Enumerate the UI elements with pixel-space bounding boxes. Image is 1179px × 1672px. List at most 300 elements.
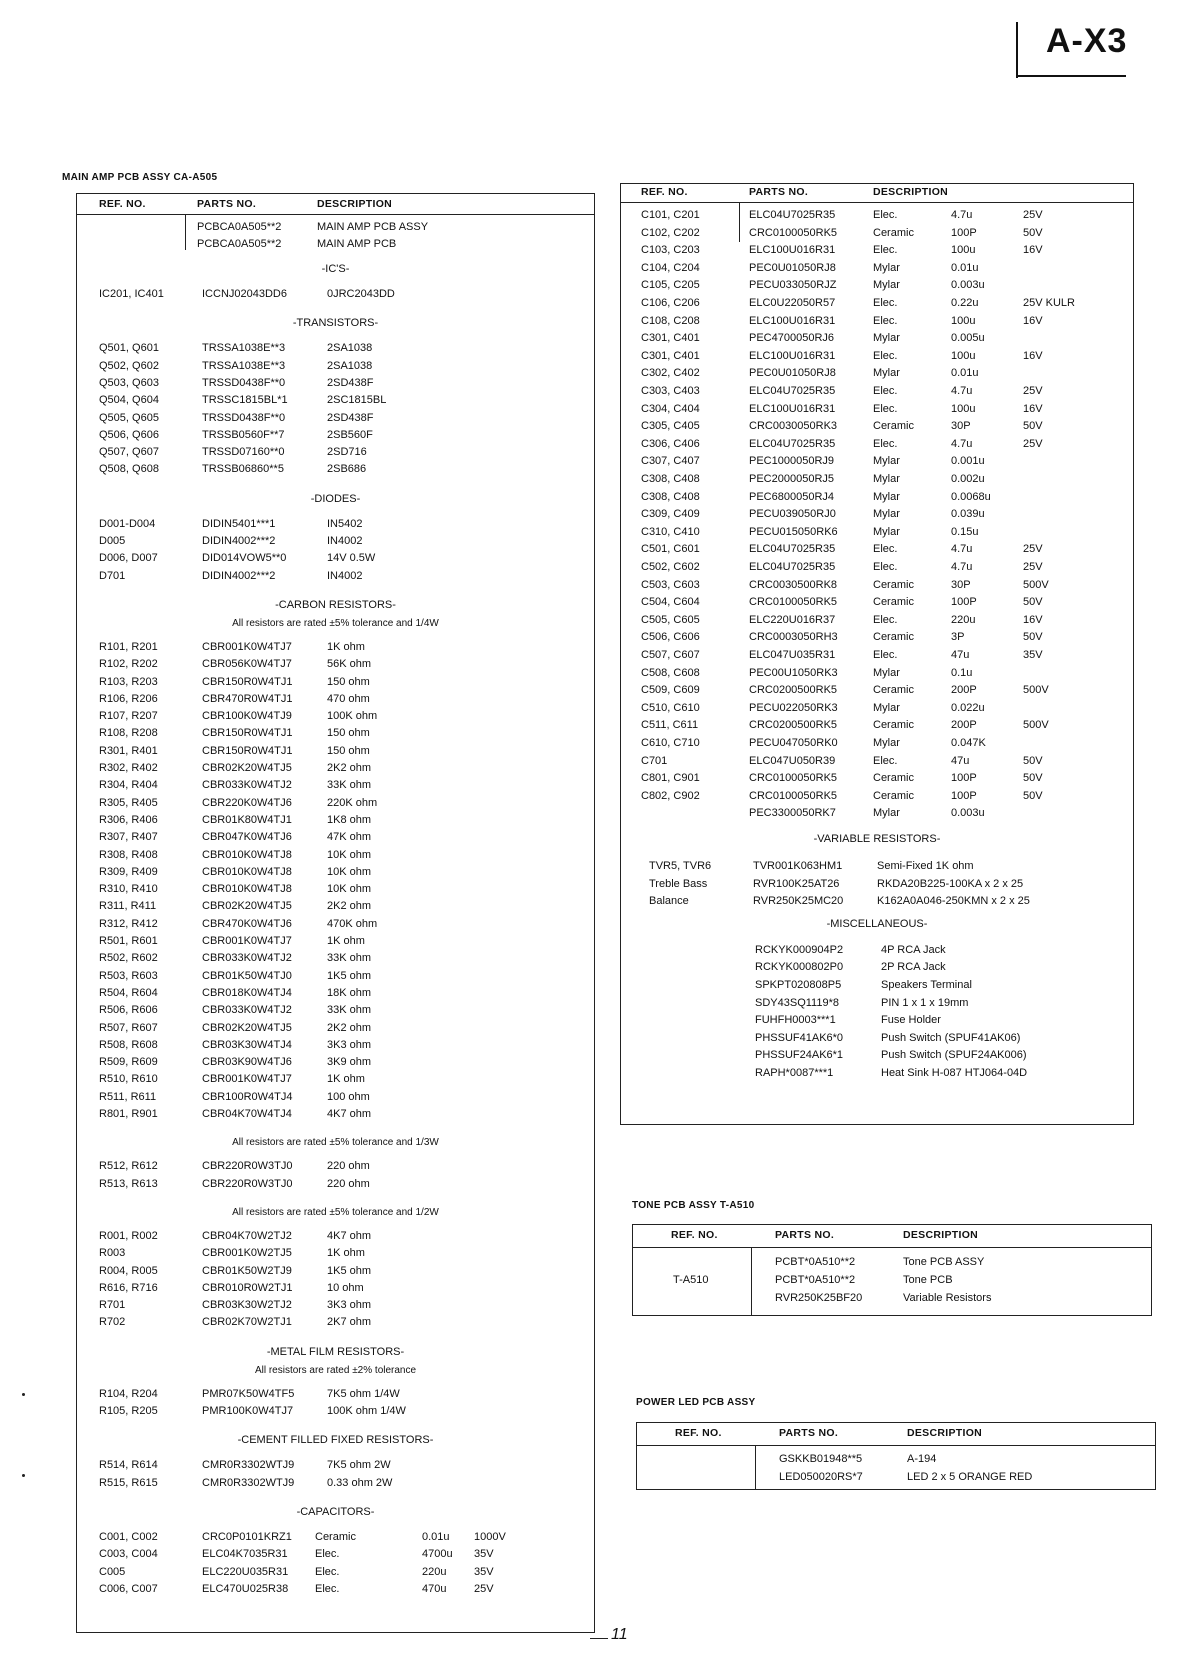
table-row-value: 0.003u (951, 807, 985, 820)
table-row-desc: 1K8 ohm (327, 813, 372, 826)
model-number: A-X3 (1046, 22, 1128, 60)
table-row-ref: R305, R405 (99, 796, 158, 809)
table-row-ref: C502, C602 (641, 561, 700, 573)
table-row-desc: Mylar (873, 261, 900, 274)
group-title: -METAL FILM RESISTORS- (266, 1345, 405, 1358)
table-row-value: 0.01u (951, 261, 979, 274)
table-row-part: CBR220R0W3TJ0 (202, 1160, 293, 1173)
table-row-part: CMR0R3302WTJ9 (202, 1459, 295, 1472)
table-row-part: CRC0100050RK5 (749, 596, 838, 609)
table-row-desc: Ceramic (873, 719, 914, 732)
table-row-part: DIDIN4002***2 (202, 569, 276, 582)
table-row-value: 100u (951, 314, 976, 327)
table-row-part: CBR010K0W4TJ8 (202, 848, 292, 861)
table-row-part: CBR056K0W4TJ7 (202, 658, 292, 671)
table-row-desc: 100K ohm 1/4W (327, 1405, 406, 1417)
table-row-ref: R801, R901 (99, 1108, 158, 1120)
table-row-desc: Ceramic (873, 772, 914, 785)
table-row-ref: C302, C402 (641, 367, 700, 380)
table-row-ref: C301, C401 (641, 332, 700, 345)
table-row-desc: Ceramic (873, 226, 914, 239)
table-row-part: ICCNJ02043DD6 (202, 288, 287, 300)
table-row-part: ELC047U050R39 (749, 754, 836, 767)
table-row-part: PHSSUF24AK6*1 (755, 1049, 844, 1062)
table-row-desc: 2SB686 (327, 463, 367, 476)
main-amp-ref-divider (185, 214, 186, 250)
table-row-part: SDY43SQ1119*8 (755, 996, 839, 1009)
table-row-desc: Tone PCB (903, 1274, 953, 1286)
table-row-part: CBR220K0W4TJ6 (202, 796, 292, 809)
table-row-desc: 7K5 ohm 2W (327, 1459, 391, 1472)
table-row-part: PEC2000050RJ5 (749, 473, 835, 485)
table-row-desc: 2SD438F (327, 411, 374, 424)
table-row-voltage: 500V (1023, 719, 1049, 732)
table-row-ref: C308, C408 (641, 473, 700, 485)
table-row-desc: Elec. (873, 297, 898, 309)
table-row-voltage: 35V (474, 1548, 494, 1561)
table-row-desc: Elec. (315, 1582, 340, 1595)
table-row-value: 0.022u (951, 701, 985, 714)
main_amp-col-header: REF. NO. (99, 198, 146, 210)
table-row-ref: R107, R207 (99, 710, 158, 723)
table-row-voltage: 25V (1023, 385, 1043, 397)
table-row-part: ELC04U7025R35 (749, 543, 836, 556)
table-row-part: CBR018K0W4TJ4 (202, 986, 292, 999)
table-row-desc: 3K3 ohm (327, 1038, 372, 1051)
table-row-ref: C304, C404 (641, 402, 700, 415)
table-row-ref: R503, R603 (99, 969, 158, 982)
table-row-desc: 150 ohm (327, 675, 370, 688)
table-row-ref: R307, R407 (99, 831, 158, 844)
table-row-desc: 10K ohm (327, 883, 372, 896)
main_amp-col-header: DESCRIPTION (317, 198, 393, 210)
table-row-desc: Elec. (873, 437, 898, 450)
table-row-part: FUHFH0003***1 (755, 1014, 836, 1027)
table-row-part: DIDIN4002***2 (202, 535, 276, 547)
table-row-part: ELC0U22050R57 (749, 297, 836, 309)
table-row-ref: C504, C604 (641, 596, 700, 609)
table-row-desc: 220 ohm (327, 1160, 370, 1173)
table-row-voltage: 25V KULR (1023, 297, 1075, 309)
power-col-header: PARTS NO. (779, 1427, 839, 1439)
table-row-desc: Ceramic (873, 684, 914, 697)
table-row-value: 0.0068u (951, 490, 991, 503)
caps-col-header: REF. NO. (641, 186, 688, 198)
main-amp-parts-table (76, 194, 595, 1633)
table-row-part: CBR02K20W4TJ5 (202, 762, 292, 774)
table-row-desc: 100 ohm (327, 1090, 370, 1103)
table-row-part: CBR03K90W4TJ6 (202, 1056, 292, 1069)
table-row-part: RCKYK000802P0 (755, 961, 844, 974)
table-row-desc: Mylar (873, 701, 900, 714)
table-row-ref: R311, R411 (99, 900, 157, 913)
table-row-ref: C701 (641, 754, 668, 767)
tone-pcb-title: TONE PCB ASSY T-A510 (632, 1200, 755, 1211)
table-row-desc: Elec. (873, 649, 898, 661)
table-row-voltage: 16V (1023, 402, 1043, 415)
power-header-rule (636, 1445, 1156, 1446)
table-row-voltage: 16V (1023, 349, 1043, 362)
table-row-ref: R310, R410 (99, 883, 158, 896)
table-row-ref: R501, R601 (99, 935, 158, 947)
table-row-desc: 14V 0.5W (327, 552, 376, 565)
table-row-ref: R514, R614 (99, 1459, 158, 1472)
table-row-ref: C106, C206 (641, 297, 700, 309)
table-row-desc: Elec. (873, 613, 898, 626)
main_amp-col-header: PARTS NO. (197, 198, 257, 210)
table-row-desc: MAIN AMP PCB ASSY (317, 221, 429, 233)
table-row-value: 0.1u (951, 666, 973, 679)
table-row-ref: C310, C410 (641, 525, 700, 538)
group-title: -CEMENT FILLED FIXED RESISTORS- (237, 1434, 434, 1447)
table-row-part: ELC047U035R31 (749, 649, 836, 661)
table-row-ref: C104, C204 (641, 261, 700, 274)
table-row-part: CRC0100050RK5 (749, 772, 838, 785)
table-row-ref: R108, R208 (99, 727, 158, 740)
caps-ref-divider (739, 202, 740, 242)
table-row-desc: 150 ohm (327, 727, 370, 740)
table-row-desc: Mylar (873, 525, 900, 538)
table-row-desc: Elec. (873, 314, 898, 327)
table-row-part: CBR02K20W4TJ5 (202, 900, 292, 913)
group-title: -VARIABLE RESISTORS- (813, 833, 941, 845)
table-row-part: ELC04U7025R35 (749, 385, 836, 397)
table-row-part: CBR100K0W4TJ9 (202, 710, 292, 723)
table-row-desc: 10 ohm (327, 1281, 364, 1294)
table-row-ref: R701 (99, 1299, 126, 1312)
table-row-value: 4.7u (951, 543, 973, 556)
table-row-part: CBR02K20W4TJ5 (202, 1021, 292, 1034)
table-row-desc: Elec. (315, 1548, 340, 1561)
table-row-value: 0.15u (951, 525, 979, 538)
table-row-desc: 1K ohm (327, 935, 365, 947)
table-row-ref: C507, C607 (641, 649, 700, 661)
table-row-ref: Q504, Q604 (99, 394, 159, 407)
table-row-ref: C505, C605 (641, 613, 700, 626)
table-row-ref: C510, C610 (641, 701, 700, 714)
table-row-part: PEC4700050RJ6 (749, 332, 835, 345)
table-row-part: PECU022050RK3 (749, 701, 838, 714)
table-row-value: 3P (951, 631, 965, 644)
table-row-desc: 10K ohm (327, 848, 372, 861)
table-row-part: PMR100K0W4TJ7 (202, 1405, 294, 1417)
table-row-desc: 2P RCA Jack (881, 961, 946, 974)
table-row-value: 100u (951, 402, 976, 415)
table-row-ref: C503, C603 (641, 578, 700, 591)
table-row-part: CBR150R0W4TJ1 (202, 727, 293, 740)
table-row-ref: R104, R204 (99, 1387, 158, 1400)
table-row-value: 4.7u (951, 385, 973, 397)
table-row-desc: RKDA20B225-100KA x 2 x 25 (877, 877, 1024, 890)
tone-ref-divider (751, 1247, 752, 1315)
group-title: -IC'S- (321, 263, 350, 275)
tone-pcb-parts-table (632, 1225, 1152, 1316)
table-row-value: 100P (951, 596, 977, 609)
table-row-ref: R312, R412 (99, 917, 158, 930)
table-row-part: PHSSUF41AK6*0 (755, 1031, 844, 1044)
table-row-value: 47u (951, 754, 970, 767)
table-row-ref: R304, R404 (99, 779, 158, 792)
table-row-desc: 1K ohm (327, 1073, 365, 1086)
tone-col-header: PARTS NO. (775, 1229, 835, 1241)
table-row-value: 47u (951, 649, 970, 661)
table-row-voltage: 35V (474, 1565, 494, 1578)
table-row-desc: 220K ohm (327, 796, 378, 809)
table-row-desc: PIN 1 x 1 x 19mm (881, 996, 969, 1009)
table-row-value: 0.01u (951, 367, 979, 380)
table-row-desc: 150 ohm (327, 744, 370, 757)
table-row-desc: 1K5 ohm (327, 1264, 372, 1277)
table-row-ref: C501, C601 (641, 543, 700, 556)
table-row-desc: A-194 (907, 1453, 937, 1465)
table-row-desc: Semi-Fixed 1K ohm (877, 860, 974, 872)
table-row-part: ELC100U016R31 (749, 402, 836, 415)
table-row-part: GSKKB01948**5 (779, 1453, 863, 1465)
table-row-ref: R103, R203 (99, 675, 158, 688)
caps-col-header: DESCRIPTION (873, 186, 949, 198)
group-title: -CAPACITORS- (296, 1505, 375, 1518)
table-row-part: CRC0030500RK8 (749, 578, 838, 591)
table-row-desc: 1K5 ohm (327, 969, 372, 982)
table-row-ref: R308, R408 (99, 848, 158, 861)
table-row-desc: 1K ohm (327, 1247, 365, 1260)
table-row-value: 0.01u (422, 1530, 450, 1543)
caps-header-rule (620, 202, 1134, 203)
table-row-part: CRC0030050RK3 (749, 420, 838, 433)
tone-header-top-rule (632, 1224, 1152, 1225)
table-row-desc: Elec. (873, 385, 898, 397)
table-row-ref: C509, C609 (641, 684, 700, 697)
table-row-value: 0.002u (951, 473, 985, 485)
table-row-desc: Elec. (873, 561, 898, 573)
main-amp-title: MAIN AMP PCB ASSY CA-A505 (62, 172, 218, 183)
table-row-voltage: 50V (1023, 789, 1043, 802)
table-row-ref: C506, C606 (641, 631, 700, 644)
table-row-ref: C309, C409 (641, 508, 700, 521)
group-note: All resistors are rated ±5% tolerance and 1/2W (232, 1206, 439, 1218)
table-row-ref: R509, R609 (99, 1056, 158, 1069)
table-row-desc: Mylar (873, 367, 900, 380)
table-row-ref: Q503, Q603 (99, 376, 159, 389)
table-row-desc: Ceramic (315, 1530, 356, 1543)
table-row-ref: T-A510 (673, 1274, 709, 1286)
table-row-part: CBR03K30W2TJ2 (202, 1299, 292, 1312)
group-title: -MISCELLANEOUS- (826, 917, 928, 930)
table-row-part: ELC220U016R37 (749, 613, 836, 626)
capacitors-parts-table (620, 184, 1134, 1125)
table-row-desc: 4K7 ohm (327, 1108, 372, 1120)
table-row-desc: Mylar (873, 666, 900, 679)
table-row-desc: LED 2 x 5 ORANGE RED (907, 1471, 1033, 1483)
table-row-part: PCBT*0A510**2 (775, 1274, 856, 1286)
table-row-value: 4.7u (951, 437, 973, 450)
table-row-value: 0.22u (951, 297, 979, 309)
table-row-part: CBR01K50W2TJ9 (202, 1264, 292, 1277)
table-row-desc: Elec. (873, 402, 898, 415)
table-row-part: ELC04U7025R35 (749, 561, 836, 573)
table-row-ref: R102, R202 (99, 658, 158, 671)
table-row-ref: Q502, Q602 (99, 359, 159, 372)
table-row-ref: C101, C201 (641, 209, 700, 221)
table-row-part: PEC00U1050RK3 (749, 666, 838, 679)
table-row-part: PEC6800050RJ4 (749, 490, 835, 503)
table-row-part: CBR001K0W2TJ5 (202, 1247, 292, 1260)
table-row-voltage: 16V (1023, 314, 1043, 327)
table-row-part: RVR250K25MC20 (753, 895, 844, 908)
table-row-part: CBR470K0W4TJ6 (202, 917, 292, 930)
table-row-part: PECU015050RK6 (749, 525, 838, 538)
table-row-part: CBR01K80W4TJ1 (202, 813, 292, 826)
table-row-desc: Mylar (873, 332, 900, 345)
table-row-ref: D006, D007 (99, 552, 158, 565)
table-row-ref: Q508, Q608 (99, 463, 159, 476)
table-row-part: TRSSD07160**0 (202, 446, 285, 459)
table-row-voltage: 50V (1023, 754, 1043, 767)
table-row-desc: 2SD438F (327, 376, 374, 389)
table-row-part: RCKYK000904P2 (755, 943, 844, 956)
table-row-ref: Treble Bass (649, 877, 708, 890)
table-row-value: 220u (422, 1565, 447, 1578)
table-row-ref: R001, R002 (99, 1229, 158, 1242)
power-led-parts-table (636, 1423, 1156, 1490)
table-row-desc: Ceramic (873, 596, 914, 609)
table-row-value: 100P (951, 789, 977, 802)
table-row-desc: 0JRC2043DD (327, 288, 395, 300)
table-row-value: 30P (951, 578, 971, 591)
table-row-part: CBR04K70W2TJ2 (202, 1229, 292, 1242)
table-row-value: 200P (951, 684, 977, 697)
table-row-voltage: 25V (1023, 209, 1043, 221)
table-row-ref: D005 (99, 535, 126, 547)
table-row-value: 220u (951, 613, 976, 626)
table-row-part: TRSSC1815BL*1 (202, 394, 288, 407)
table-row-ref: C802, C902 (641, 789, 700, 802)
table-row-desc: 3K3 ohm (327, 1299, 372, 1312)
table-row-part: CBR100R0W4TJ4 (202, 1090, 293, 1103)
table-row-value: 30P (951, 420, 971, 433)
table-row-desc: 2SC1815BL (327, 394, 387, 407)
table-row-ref: R004, R005 (99, 1264, 158, 1277)
table-row-ref: D001-D004 (99, 517, 156, 530)
table-row-desc: 10K ohm (327, 865, 372, 878)
table-row-ref: C301, C401 (641, 349, 700, 362)
table-row-part: ELC100U016R31 (749, 349, 836, 362)
table-row-value: 200P (951, 719, 977, 732)
table-row-ref: R512, R612 (99, 1160, 158, 1173)
table-row-part: RVR250K25BF20 (775, 1292, 863, 1304)
table-row-value: 4700u (422, 1548, 453, 1561)
table-row-ref: D701 (99, 569, 126, 582)
table-row-desc: 2K2 ohm (327, 900, 372, 913)
table-row-desc: Elec. (873, 349, 898, 362)
table-row-desc: 1K ohm (327, 640, 365, 653)
table-row-value: 100u (951, 244, 976, 257)
table-row-voltage: 500V (1023, 578, 1049, 591)
table-row-value: 0.005u (951, 332, 985, 345)
table-row-desc: 2SB560F (327, 428, 373, 441)
table-row-desc: 470K ohm (327, 917, 378, 930)
table-row-part: DIDIN5401***1 (202, 517, 276, 530)
table-row-ref: C511, C611 (641, 719, 699, 732)
main_amp-header-top-rule (76, 193, 595, 194)
table-row-ref: C001, C002 (99, 1530, 158, 1543)
table-row-part: PECU047050RK0 (749, 737, 838, 749)
table-row-part: ELC04U7025R35 (749, 437, 836, 450)
table-row-desc: 470 ohm (327, 692, 370, 705)
power-led-title: POWER LED PCB ASSY (636, 1397, 756, 1408)
table-row-voltage: 25V (474, 1582, 494, 1595)
table-row-desc: 2K7 ohm (327, 1316, 372, 1329)
table-row-part: CBR010K0W4TJ8 (202, 883, 292, 896)
group-title: -CARBON RESISTORS- (275, 598, 396, 611)
table-row-part: PECU033050RJZ (749, 279, 837, 292)
table-row-part: CBR02K70W2TJ1 (202, 1316, 292, 1329)
table-row-part: PMR07K50W4TF5 (202, 1387, 295, 1400)
table-row-part: CBR03K30W4TJ4 (202, 1038, 292, 1051)
table-row-desc: 18K ohm (327, 986, 372, 999)
table-row-value: 0.047K (951, 737, 986, 749)
table-row-desc: Mylar (873, 455, 900, 468)
table-row-ref: R513, R613 (99, 1177, 158, 1190)
table-row-desc: Elec. (873, 244, 898, 257)
table-row-part: TRSSA1038E**3 (202, 342, 286, 355)
table-row-ref: R301, R401 (99, 744, 158, 757)
table-row-part: CRC0100050RK5 (749, 226, 838, 239)
table-row-ref: C003, C004 (99, 1548, 158, 1561)
table-row-desc: Heat Sink H-087 HTJ064-04D (881, 1067, 1028, 1079)
table-row-voltage: 35V (1023, 649, 1043, 661)
margin-dot (22, 1474, 25, 1477)
table-row-part: TRSSB06860**5 (202, 463, 284, 476)
table-row-ref: C305, C405 (641, 420, 700, 433)
table-row-desc: 220 ohm (327, 1177, 370, 1190)
table-row-part: CBR010K0W4TJ8 (202, 865, 292, 878)
table-row-voltage: 50V (1023, 420, 1043, 433)
table-row-desc: IN5402 (327, 517, 363, 530)
table-row-desc: Mylar (873, 490, 900, 503)
table-row-part: CBR033K0W4TJ2 (202, 779, 292, 792)
table-row-voltage: 500V (1023, 684, 1049, 697)
table-row-ref: R101, R201 (99, 640, 158, 653)
table-row-voltage: 50V (1023, 772, 1043, 785)
table-row-desc: Mylar (873, 737, 900, 749)
table-row-part: TRSSB0560F**7 (202, 428, 285, 441)
table-row-part: RVR100K25AT26 (753, 877, 840, 890)
table-row-part: ELC04U7025R35 (749, 209, 836, 221)
table-row-voltage: 50V (1023, 226, 1043, 239)
table-row-desc: Mylar (873, 279, 900, 292)
table-row-part: RAPH*0087***1 (755, 1067, 834, 1079)
group-note: All resistors are rated ±2% tolerance (254, 1364, 417, 1376)
table-row-part: PEC0U01050RJ8 (749, 367, 836, 380)
table-row-part: CBR033K0W4TJ2 (202, 1004, 292, 1017)
table-row-desc: IN4002 (327, 535, 363, 547)
table-row-voltage: 50V (1023, 596, 1043, 609)
table-row-value: 100u (951, 349, 976, 362)
table-row-ref: R504, R604 (99, 986, 158, 999)
group-title: -TRANSISTORS- (292, 317, 379, 330)
power-ref-divider (755, 1445, 756, 1489)
table-row-part: PECU039050RJ0 (749, 508, 836, 521)
table-row-value: 0.039u (951, 508, 985, 521)
table-row-ref: R506, R606 (99, 1004, 158, 1017)
table-row-part: TRSSD0438F**0 (202, 376, 286, 389)
table-row-ref: C005 (99, 1565, 126, 1578)
margin-dot (22, 1393, 25, 1396)
table-row-part: CBR033K0W4TJ2 (202, 952, 292, 965)
table-row-ref: R511, R611 (99, 1090, 157, 1103)
table-row-part: CMR0R3302WTJ9 (202, 1476, 295, 1489)
